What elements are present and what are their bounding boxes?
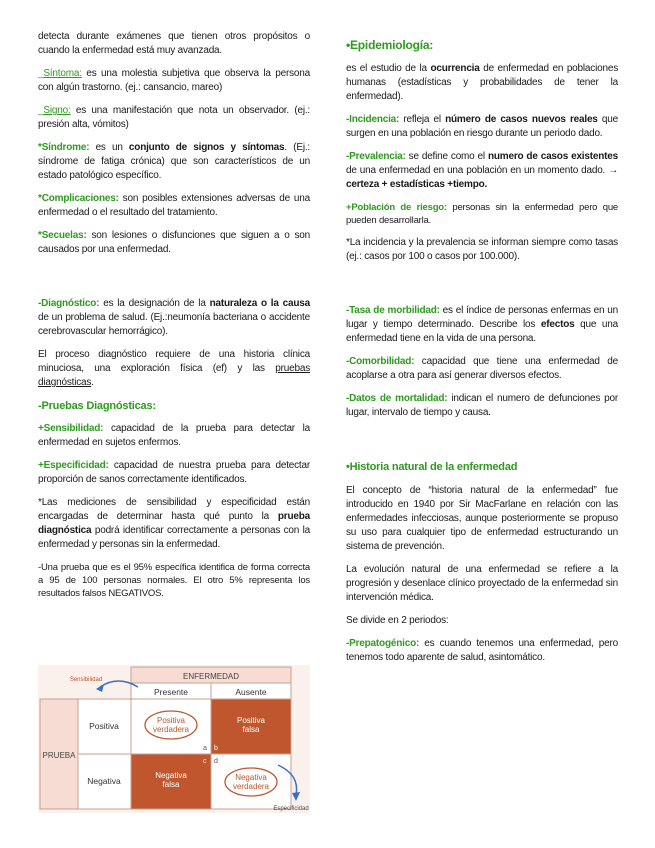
especificidad-paragraph — [38, 459, 310, 487]
concepto-paragraph: El concepto de “historia natural de la enfermedad” fue introducido en 1940 por Sir MacFarlane en relación con las enfermedades infecciosas, aunque posteriormente se propuso su uso para cualquier tipo de enfermedad estructurando un sistema de prevención. — [346, 485, 618, 552]
morbilidad-text-2: que una enfermedad tiene en la vida de una persona. — [346, 319, 618, 344]
sensibilidad-arrow-label: Sensibilidad — [69, 677, 103, 683]
prevalencia-bold-2: → certeza + estadísticas +tiempo. — [346, 165, 618, 190]
mediciones-bold: prueba diagnóstica — [38, 511, 310, 536]
negativa-row-label: Negativa — [87, 776, 121, 786]
prevalencia-term: -Prevalencia: — [346, 151, 406, 162]
fp-text-2: falsa — [242, 725, 260, 734]
prepatogenico-term: -Prepatogénico: — [346, 638, 420, 649]
morbilidad-text-1: es el índice de personas enfermas en un lugar y tiempo determinado. Describe los — [346, 305, 618, 330]
incidencia-bold: número de casos nuevos reales — [445, 114, 598, 125]
mediciones-text-2: podrá identificar correctamente a personas con la enfermedad y personas sin la enfermedad. — [38, 525, 310, 550]
comorbilidad-text: capacidad que tiene una enfermedad de acoplarse a otra para así generar diversos efectos. — [346, 356, 618, 381]
proceso-text-2: . — [91, 377, 94, 388]
left-column — [38, 30, 310, 609]
ausente-label: Ausente — [235, 687, 267, 697]
signo-paragraph — [38, 104, 310, 132]
signo-text: es una manifestación que nota un observador. (ej.: presión alta, vómitos) — [38, 105, 310, 130]
incidencia-paragraph — [346, 113, 618, 141]
prevalencia-bold-1: numero de casos existentes — [487, 151, 618, 162]
sintoma-text: es una molestia subjetiva que observa la persona con algún trastorno. (ej.: cansancio, mareo) — [38, 68, 310, 93]
sindrome-term: *Síndrome: — [38, 142, 90, 153]
incidencia-term: -Incidencia: — [346, 114, 400, 125]
epidemiologia-heading: •Epidemiología: — [346, 38, 434, 52]
sensibilidad-paragraph — [38, 422, 310, 450]
signo-prefix: _ — [38, 105, 44, 116]
especificidad-term: +Especificidad: — [38, 460, 109, 471]
intro-paragraph: detecta durante exámenes que tienen otros propósitos o cuando la enfermedad está muy avanzada. — [38, 31, 310, 56]
sensitivity-specificity-diagram — [38, 665, 310, 813]
mediciones-text-1: *Las mediciones de sensibilidad y especificidad están encargadas de determinar hasta qué punto la — [38, 497, 310, 522]
nota-tasas-paragraph: *La incidencia y la prevalencia se informan siempre como tasas (ej.: casos por 100 o casos por 100.000). — [346, 237, 618, 262]
mortalidad-term: -Datos de mortalidad: — [346, 393, 448, 404]
mediciones-paragraph — [38, 496, 310, 552]
complicaciones-text: son posibles extensiones adversas de una enfermedad o el resultado del tratamiento. — [38, 193, 310, 218]
morbilidad-term: -Tasa de morbilidad: — [346, 305, 440, 316]
fn-text-2: falsa — [162, 780, 180, 789]
epi-text-1: es el estudio de la — [346, 63, 431, 74]
especificidad-arrow-label: Especificidad — [273, 806, 309, 812]
poblacion-paragraph — [346, 201, 618, 227]
poblacion-term: +Población de riesgo: — [346, 202, 447, 213]
incidencia-text-1: refleja el — [399, 114, 446, 125]
prepatogenico-text: es cuando tenemos una enfermedad, pero tenemos todo aparente de salud, asintomático. — [346, 638, 618, 663]
especificidad-text: capacidad de nuestra prueba para detectar proporción de sanos correctamente identificados. — [38, 460, 310, 485]
sensibilidad-text: capacidad de la prueba para detectar la enfermedad en sujetos enfermos. — [38, 423, 310, 448]
vp-text-2: verdadera — [152, 725, 190, 734]
cell-d-label: d — [214, 758, 218, 765]
fp-text-1: Positiva — [236, 716, 266, 725]
proceso-text-1: El proceso diagnóstico requiere de una historia clínica minuciosa, una exploración física (ef) y las — [38, 349, 310, 374]
prevalencia-text-2: de una enfermedad en una población en un momento dado. — [346, 165, 609, 176]
sindrome-paragraph — [38, 141, 310, 183]
complicaciones-term: *Complicaciones: — [38, 193, 119, 204]
prepatogenico-paragraph — [346, 637, 618, 665]
pruebas-heading: -Pruebas Diagnósticas: — [38, 400, 156, 412]
complicaciones-paragraph — [38, 192, 310, 220]
secuelas-text: son lesiones o disfunciones que siguen a o son causados por una enfermedad. — [38, 230, 310, 255]
cell-a-label: a — [203, 745, 207, 752]
prueba-label: PRUEBA — [42, 751, 76, 760]
prevalencia-text-1: se define como el — [405, 151, 488, 162]
incidencia-text-2: que surgen en una población en riesgo durante un periodo dado. — [346, 114, 618, 139]
right-column — [346, 30, 618, 674]
vp-text-1: Positiva — [156, 716, 186, 725]
prevalencia-paragraph — [346, 150, 618, 192]
historia-heading: •Historia natural de la enfermedad — [346, 461, 518, 473]
morbilidad-bold: efectos — [540, 319, 575, 330]
vn-text-1: Negativa — [235, 773, 267, 782]
cell-c-label: c — [203, 758, 207, 765]
cell-b-label: b — [214, 745, 218, 752]
enfermedad-label: ENFERMEDAD — [182, 672, 240, 681]
sintoma-prefix: _ — [38, 68, 44, 79]
ejemplo-paragraph: -Una prueba que es el 95% específica identifica de forma correcta a 95 de 100 personas normales. El otro 5% representa los resultados falsos NEGATIVOS. — [38, 562, 310, 599]
comorbilidad-paragraph — [346, 355, 618, 383]
proceso-paragraph — [38, 348, 310, 390]
diagnostico-paragraph — [38, 297, 310, 339]
diagnostico-text-2: de un problema de salud. (Ej.:neumonía bacteriana o accidente cerebrovascular hemorrágico). — [38, 312, 310, 337]
sindrome-text-1: es un — [89, 142, 129, 153]
mortalidad-text: indican el numero de defunciones por lugar, intervalo de tiempo y causa. — [346, 393, 618, 418]
diagnostico-text-1: es la designación de la — [99, 298, 210, 309]
poblacion-text: personas sin la enfermedad pero que pueden desarrollarla. — [346, 202, 619, 226]
pruebas-diagnosticas-link: pruebas diagnósticas — [38, 363, 310, 388]
epi-text-2: de enfermedad en poblaciones humanas (estadísticas y probabilidades de tener la enfermedad). — [346, 63, 618, 102]
evolucion-paragraph: La evolución natural de una enfermedad se refiere a la progresión y desenlace clínico proyectado de la enfermedad sin intervención médica. — [346, 564, 618, 603]
presente-label: Presente — [153, 687, 189, 697]
sintoma-term: Síntoma: — [43, 68, 82, 79]
secuelas-term: *Secuelas: — [38, 230, 87, 241]
epidemiologia-paragraph — [346, 62, 618, 104]
diagnostico-term: -Diagnóstico: — [38, 298, 100, 309]
comorbilidad-term: -Comorbilidad: — [346, 356, 415, 367]
sindrome-text-2: . (Ej.: síndrome de fatiga crónica) que son característicos de un estado patológico específico. — [38, 142, 311, 181]
fn-text-1: Negativa — [155, 771, 187, 780]
epi-bold: ocurrencia — [430, 63, 480, 74]
positiva-row-label: Positiva — [89, 721, 119, 731]
periodos-paragraph: Se divide en 2 periodos: — [346, 615, 449, 626]
mortalidad-paragraph — [346, 392, 618, 420]
diagnostico-bold: naturaleza o la causa — [209, 298, 310, 309]
morbilidad-paragraph — [346, 304, 618, 346]
vn-text-2: verdadera — [232, 782, 270, 791]
secuelas-paragraph — [38, 229, 310, 257]
sensibilidad-term: +Sensibilidad: — [38, 423, 104, 434]
signo-term: Signo: — [43, 105, 71, 116]
sintoma-paragraph — [38, 67, 310, 95]
sindrome-bold: conjunto de signos y síntomas — [128, 142, 285, 153]
